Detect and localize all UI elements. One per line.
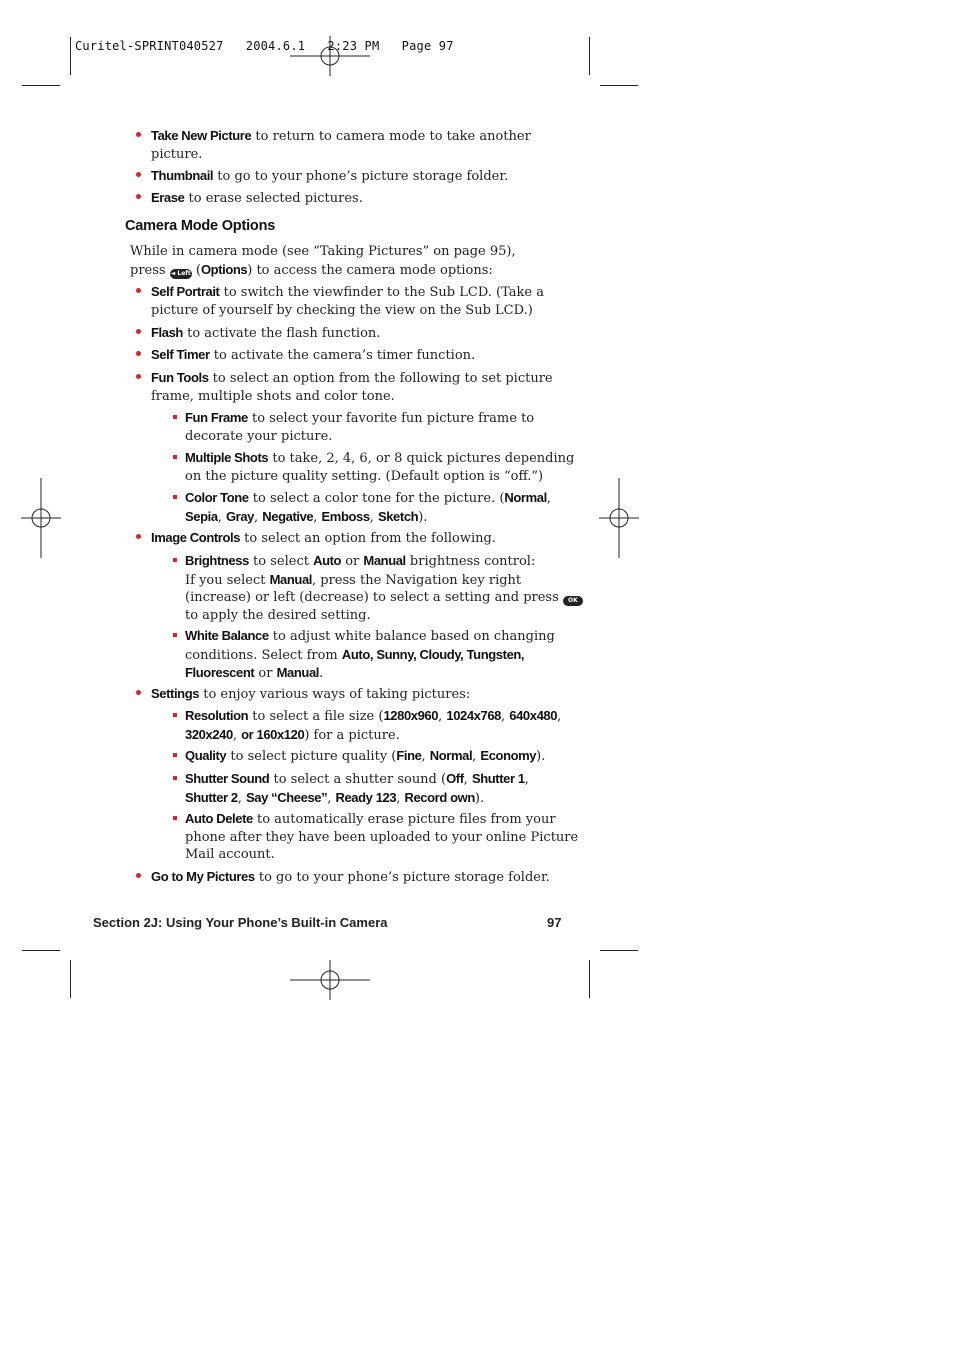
list-item-erase: Erase to erase selected pictures.: [151, 190, 363, 206]
intro-paragraph: While in camera mode (see “Taking Pictures” on page 95), press ◄ Left (Options) to access the camera mode options:: [130, 244, 516, 278]
bullet-icon: [136, 194, 141, 199]
print-slug: Curitel-SPRINT040527 2004.6.1 2:23 PM Page 97: [75, 39, 454, 53]
sub-bullet-icon: [173, 633, 177, 637]
left-softkey-icon: ◄ Left: [170, 269, 191, 277]
sub-item-resolution: Resolution to select a file size (1280x960, 1024x768, 640x480, 320x240, or 160x120) for a picture.: [185, 708, 562, 743]
list-item-go-to-my-pictures: Go to My Pictures to go to your phone’s picture storage folder.: [151, 869, 550, 885]
list-item-self-portrait: Self Portrait to switch the viewfinder to the Sub LCD. (Take a picture of yourself by checking the view on the Sub LCD.): [151, 284, 544, 318]
list-item-image-controls: Image Controls to select an option from the following.: [151, 530, 496, 546]
sub-item-color-tone: Color Tone to select a color tone for the picture. (Normal, Sepia, Gray, Negative, Emboss, Sketch).: [185, 490, 551, 525]
page-number: 97: [547, 915, 562, 930]
sub-item-multiple-shots: Multiple Shots to take, 2, 4, 6, or 8 quick pictures depending on the picture quality setting. (Default option is “off.”): [185, 450, 575, 484]
bullet-icon: [136, 132, 141, 137]
bullet-icon: [136, 329, 141, 334]
list-item-settings: Settings to enjoy various ways of taking pictures:: [151, 686, 471, 702]
bullet-icon: [136, 351, 141, 356]
list-item-self-timer: Self Timer to activate the camera’s timer function.: [151, 347, 476, 363]
sub-bullet-icon: [173, 816, 177, 820]
bullet-icon: [136, 172, 141, 177]
sub-bullet-icon: [173, 495, 177, 499]
section-heading: Camera Mode Options: [125, 218, 276, 234]
list-item-flash: Flash to activate the flash function.: [151, 325, 381, 341]
list-item-take-new-picture: Take New Picture to return to camera mode to take another picture.: [151, 128, 531, 162]
footer-section-title: Section 2J: Using Your Phone’s Built-in Camera: [93, 915, 388, 930]
sub-bullet-icon: [173, 455, 177, 459]
sub-item-auto-delete: Auto Delete to automatically erase picture files from your phone after they have been uploaded to your online Picture Mail account.: [185, 811, 579, 862]
ok-menu-key-icon: OK: [563, 596, 583, 606]
sub-bullet-icon: [173, 776, 177, 780]
registration-mark-left: [21, 478, 61, 558]
sub-bullet-icon: [173, 558, 177, 562]
sub-item-shutter-sound: Shutter Sound to select a shutter sound (Off, Shutter 1, Shutter 2, Say “Cheese”, Ready 123, Record own).: [185, 771, 529, 806]
sub-item-quality: Quality to select picture quality (Fine, Normal, Economy).: [185, 748, 546, 764]
list-item-thumbnail: Thumbnail to go to your phone’s picture storage folder.: [151, 168, 509, 184]
sub-bullet-icon: [173, 753, 177, 757]
bullet-icon: [136, 873, 141, 878]
registration-mark-right: [599, 478, 639, 558]
bullet-icon: [136, 690, 141, 695]
sub-item-white-balance: White Balance to adjust white balance based on changing conditions. Select from Auto, Sunny, Cloudy, Tungsten, Fluorescent or Manual.: [185, 628, 555, 681]
sub-bullet-icon: [173, 415, 177, 419]
list-item-fun-tools: Fun Tools to select an option from the following to set picture frame, multiple shots and color tone.: [151, 370, 553, 404]
sub-item-brightness: Brightness to select Auto or Manual brightness control: If you select Manual, press the Navigation key right (increase) or left (decrease) to select a setting and press OK to apply the desired setting.: [185, 552, 583, 624]
sub-bullet-icon: [173, 713, 177, 717]
bullet-icon: [136, 374, 141, 379]
sub-item-fun-frame: Fun Frame to select your favorite fun picture frame to decorate your picture.: [185, 410, 535, 444]
bullet-icon: [136, 288, 141, 293]
bullet-icon: [136, 534, 141, 539]
registration-mark-bottom: [290, 960, 370, 1000]
